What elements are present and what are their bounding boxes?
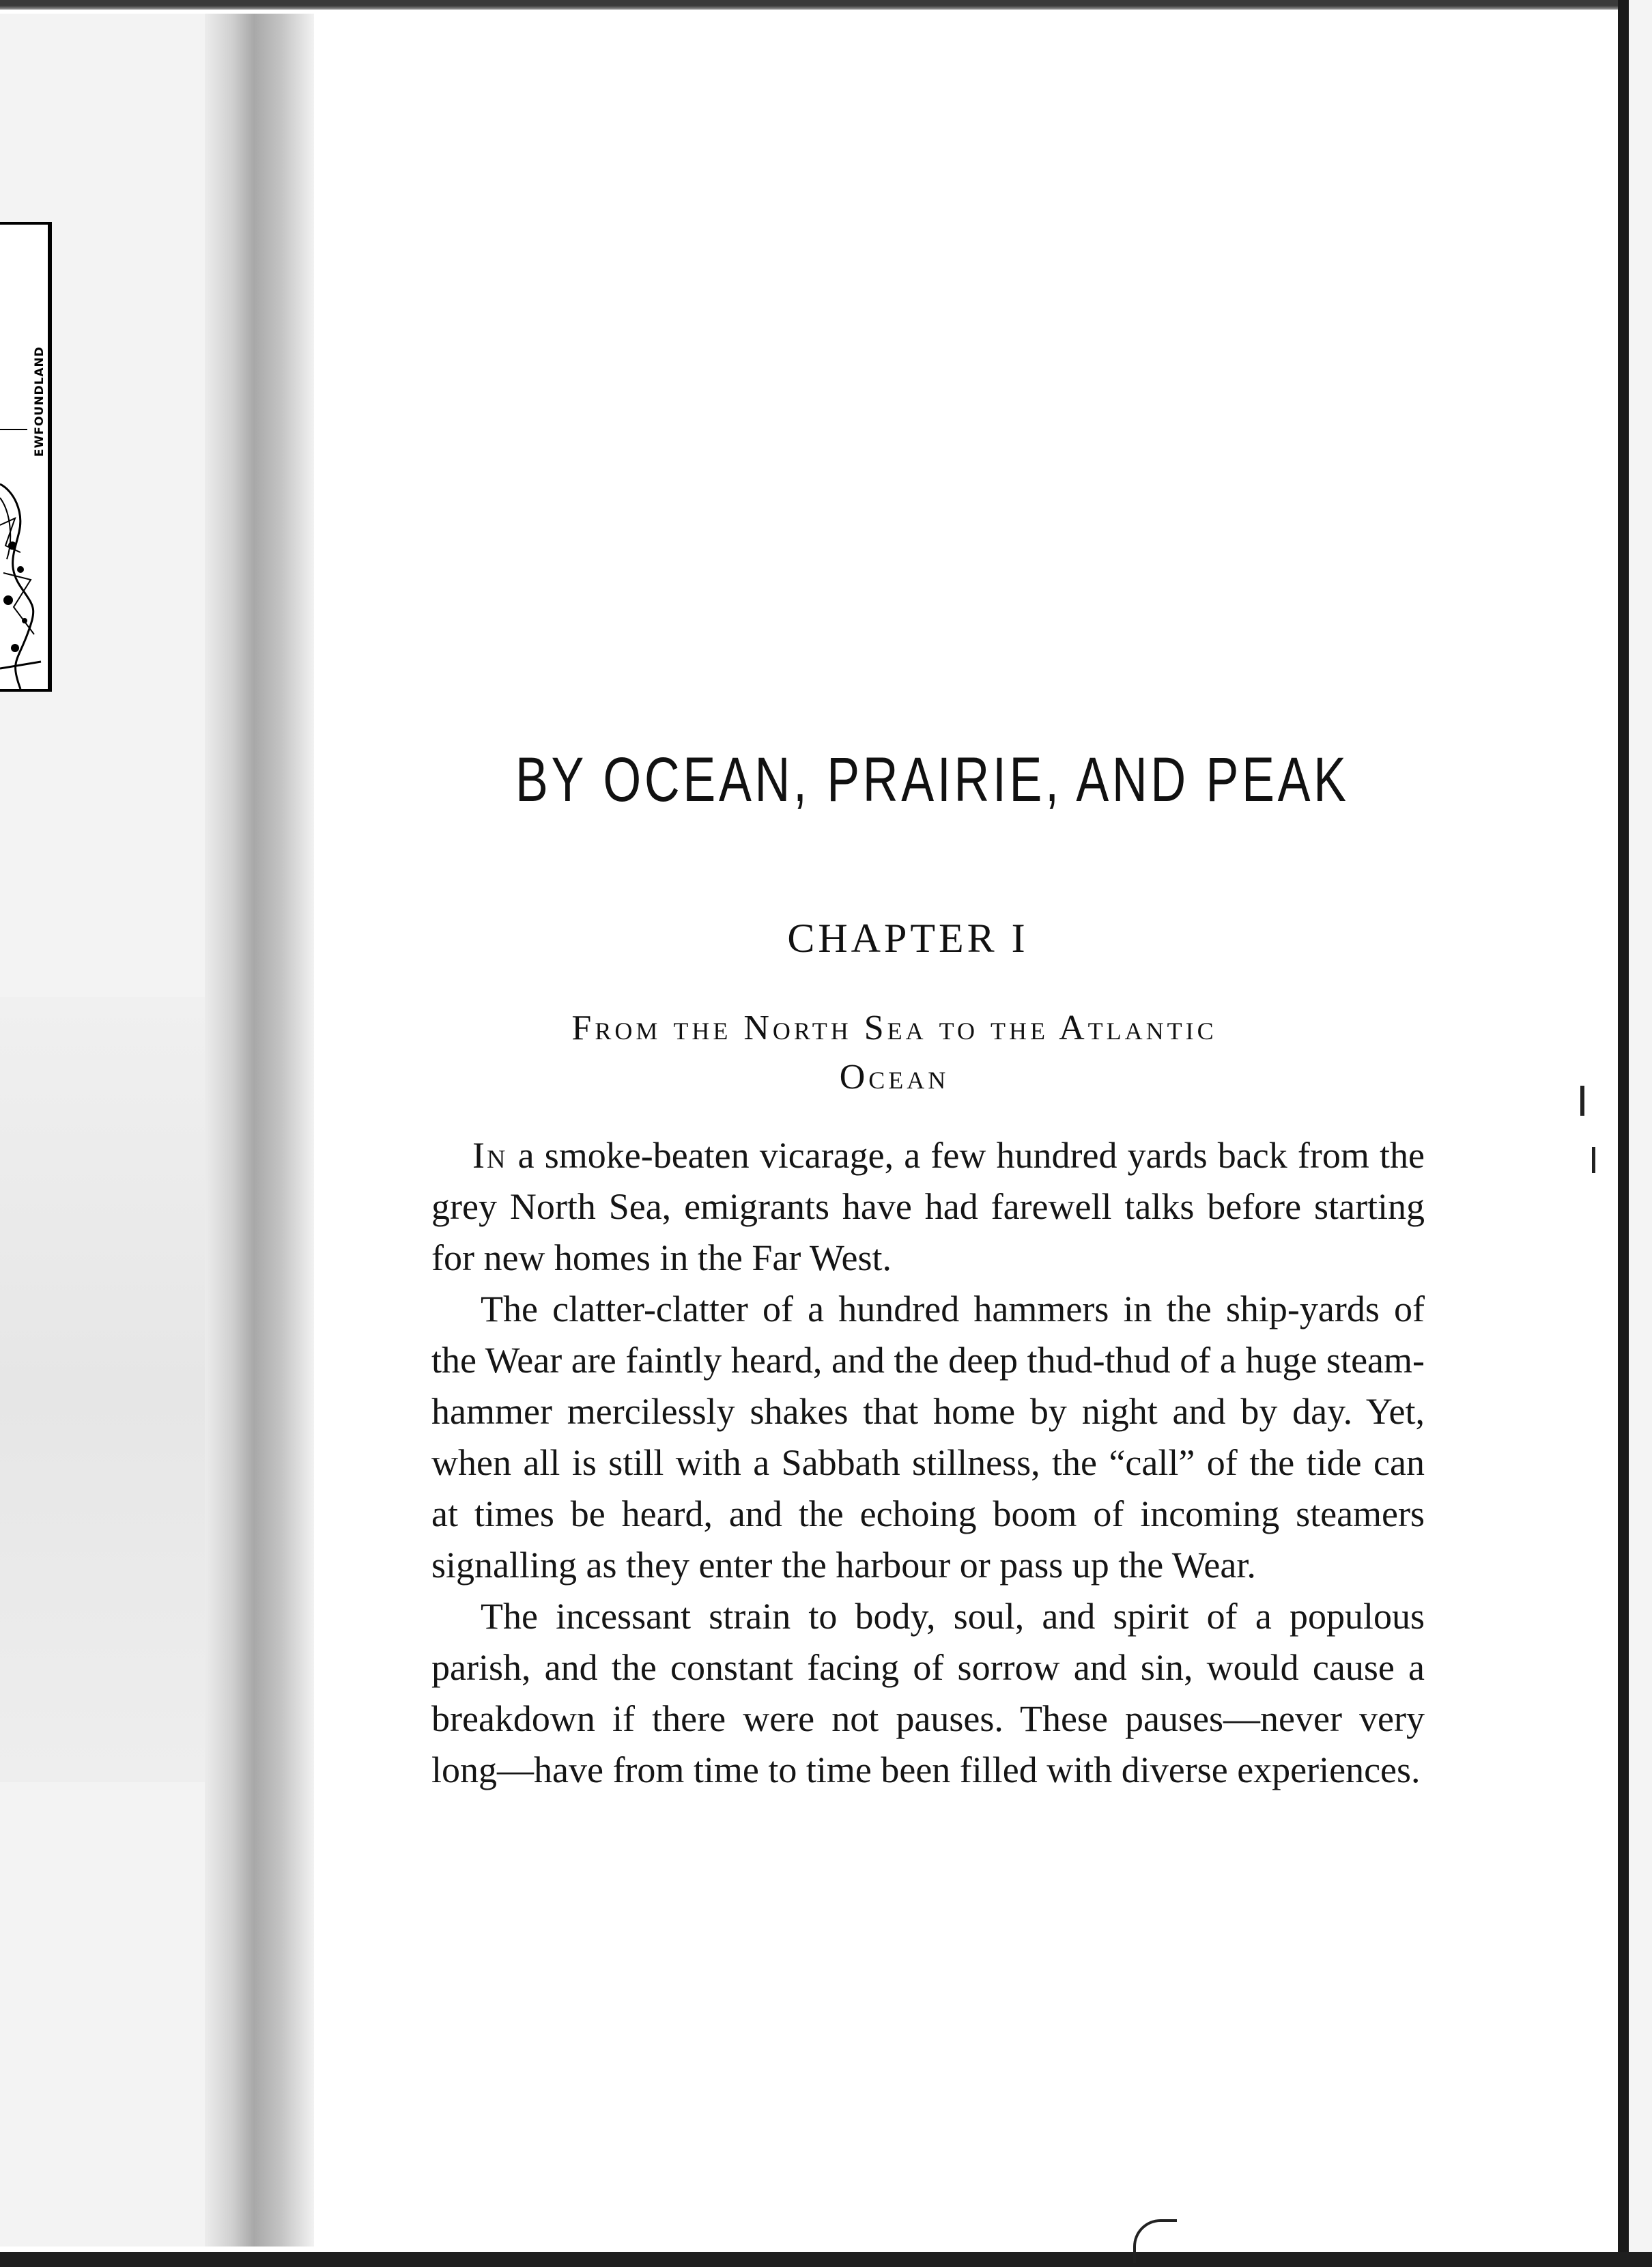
paragraph-text: The incessant strain to body, soul, and spirit of a populous parish, and the constant facing of sorrow and sin, would cause a breakdown if there were not pauses. These pauses—never very long—have from time to time been filled with diverse experiences. — [431, 1596, 1425, 1790]
paragraph-text: a smoke-beaten vicarage, a few hundred yards back from the grey North Sea, emigrants have had farewell talks before starting for new homes in the Far West. — [431, 1135, 1425, 1278]
chapter-title-line-1: From the North Sea to the Atlantic — [571, 1009, 1217, 1047]
scan-frame-right — [1618, 0, 1629, 2253]
right-page — [369, 0, 1461, 2267]
book-title: BY OCEAN, PRAIRIE, AND PEAK — [515, 745, 1350, 815]
chapter-title-line-2: Ocean — [839, 1058, 950, 1097]
paragraph-3 — [431, 1591, 1425, 1796]
scan-artifact-mark — [1592, 1147, 1595, 1173]
scan-artifact-mark — [1580, 1086, 1584, 1116]
page-gutter-shadow — [205, 14, 314, 2247]
chapter-title — [410, 1004, 1379, 1102]
paragraph-lead-word: In — [472, 1135, 508, 1176]
map-fragment — [0, 222, 52, 692]
chapter-number: CHAPTER I — [787, 916, 1029, 961]
paragraph-1 — [431, 1130, 1425, 1284]
left-page-fold-shading — [0, 997, 205, 1782]
map-fragment-drawing — [0, 225, 48, 689]
chapter-body — [431, 1130, 1425, 1796]
paragraph-2 — [431, 1284, 1425, 1591]
map-label-newfoundland: EWFOUNDLAND — [33, 346, 46, 457]
paragraph-text: The clatter-clatter of a hundred hammers in the ship-yards of the Wear are faintly heard, and the deep thud-thud of a huge steam-hammer mercilessly shakes that home by night and by day. Yet, when all is still with a Sabbath stillness, the “call” of the tide can at times be heard, and the echoing boom of incoming steamers signalling as they enter the harbour or pass up the Wear. — [431, 1289, 1425, 1586]
